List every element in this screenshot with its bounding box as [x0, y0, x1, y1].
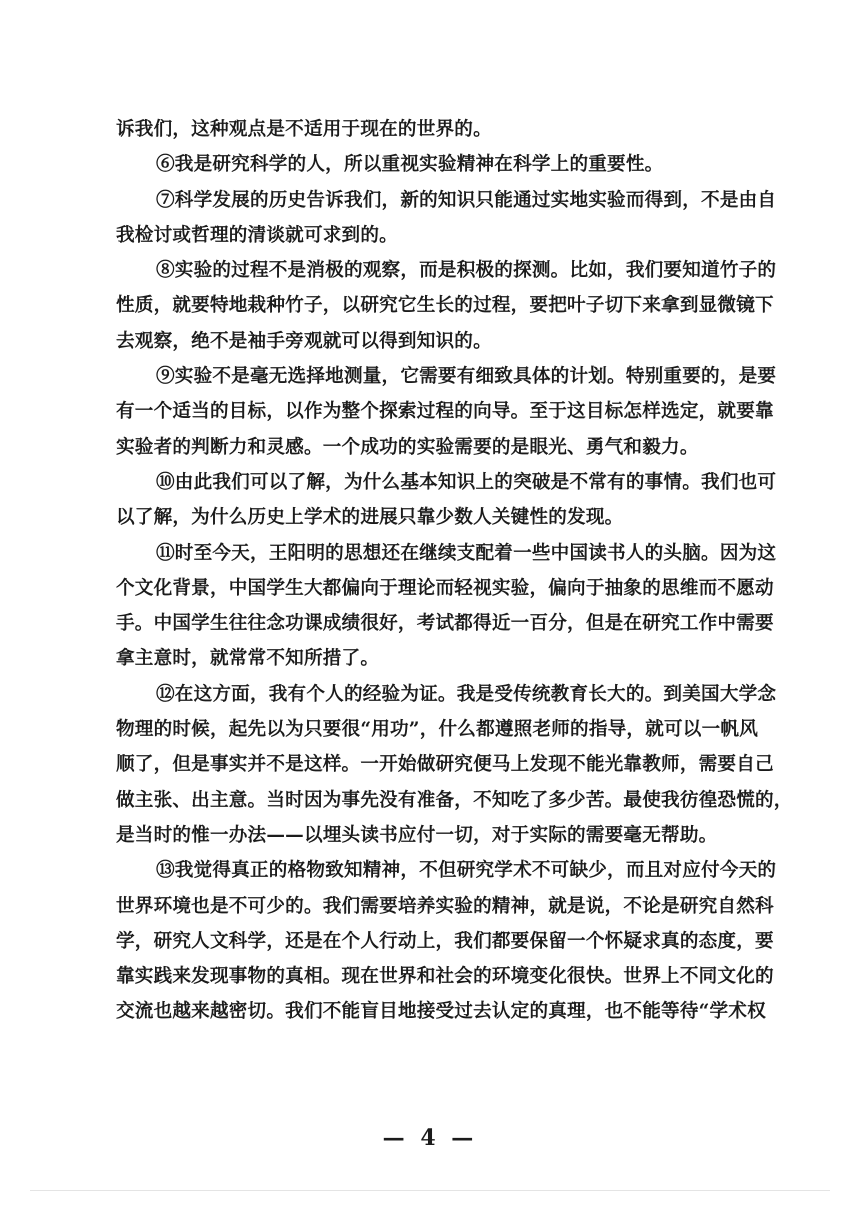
body-text [116, 112, 793, 1030]
text-line: 世界环境也是不可少的。我们需要培养实验的精神，就是说，不论是研究自然科 [116, 895, 774, 917]
paragraph-6-line: ⑥我是研究科学的人，所以重视实验精神在科学上的重要性。 [156, 154, 664, 176]
text-line: 做主张、出主意。当时因为事先没有准备，不知吃了多少苦。最使我彷徨恐慌的， [116, 789, 793, 811]
text-line: 拿主意时，就常常不知所措了。 [116, 648, 380, 670]
paragraph-12-line: ⑫在这方面，我有个人的经验为证。我是受传统教育长大的。到美国大学念 [156, 683, 777, 705]
paragraph-9-line: ⑨实验不是毫无选择地测量，它需要有细致具体的计划。特别重要的，是要 [156, 366, 777, 388]
page-edge-divider [30, 1190, 830, 1191]
text-line: 以了解，为什么历史上学术的进展只靠少数人关键性的发现。 [116, 507, 624, 529]
text-line: 实验者的判断力和灵感。一个成功的实验需要的是眼光、勇气和毅力。 [116, 436, 699, 458]
paragraph-8-line: ⑧实验的过程不是消极的观察，而是积极的探测。比如，我们要知道竹子的 [156, 260, 777, 282]
text-line: 靠实践来发现事物的真相。现在世界和社会的环境变化很快。世界上不同文化的 [116, 966, 774, 988]
text-line: 去观察，绝不是袖手旁观就可以得到知识的。 [116, 330, 492, 352]
text-line: 学，研究人文科学，还是在个人行动上，我们都要保留一个怀疑求真的态度，要 [116, 930, 774, 952]
text-line: 手。中国学生往往念功课成绩很好，考试都得近一百分，但是在研究工作中需要 [116, 613, 774, 635]
paragraph-13-line: ⑬我觉得真正的格物致知精神，不但研究学术不可缺少，而且对应付今天的 [156, 860, 777, 882]
text-line: 是当时的惟一办法——以埋头读书应付一切，对于实际的需要毫无帮助。 [116, 824, 718, 846]
paragraph-10-line: ⑩由此我们可以了解，为什么基本知识上的突破是不常有的事情。我们也可 [156, 471, 777, 493]
text-line: 我检讨或哲理的清谈就可求到的。 [116, 224, 398, 246]
text-line: 交流也越来越密切。我们不能盲目地接受过去认定的真理，也不能等待“学术权 [116, 1001, 766, 1023]
text-line: 顺了，但是事实并不是这样。一开始做研究便马上发现不能光靠教师，需要自己 [116, 754, 774, 776]
paragraph-7-line: ⑦科学发展的历史告诉我们，新的知识只能通过实地实验而得到，不是由自 [156, 189, 777, 211]
text-line: 诉我们，这种观点是不适用于现在的世界的。 [116, 119, 492, 140]
page-number: — 4 — [382, 1125, 478, 1151]
text-line: 性质，就要特地栽种竹子，以研究它生长的过程，要把叶子切下来拿到显微镜下 [116, 295, 774, 317]
text-line: 有一个适当的目标，以作为整个探索过程的向导。至于这目标怎样选定，就要靠 [116, 401, 774, 423]
text-line: 个文化背景，中国学生大都偏向于理论而轻视实验，偏向于抽象的思维而不愿动 [116, 577, 774, 599]
text-line: 物理的时候，起先以为只要很“用功”，什么都遵照老师的指导，就可以一帆风 [116, 719, 758, 741]
paragraph-11-line: ⑪时至今天，王阳明的思想还在继续支配着一些中国读书人的头脑。因为这 [156, 542, 777, 564]
